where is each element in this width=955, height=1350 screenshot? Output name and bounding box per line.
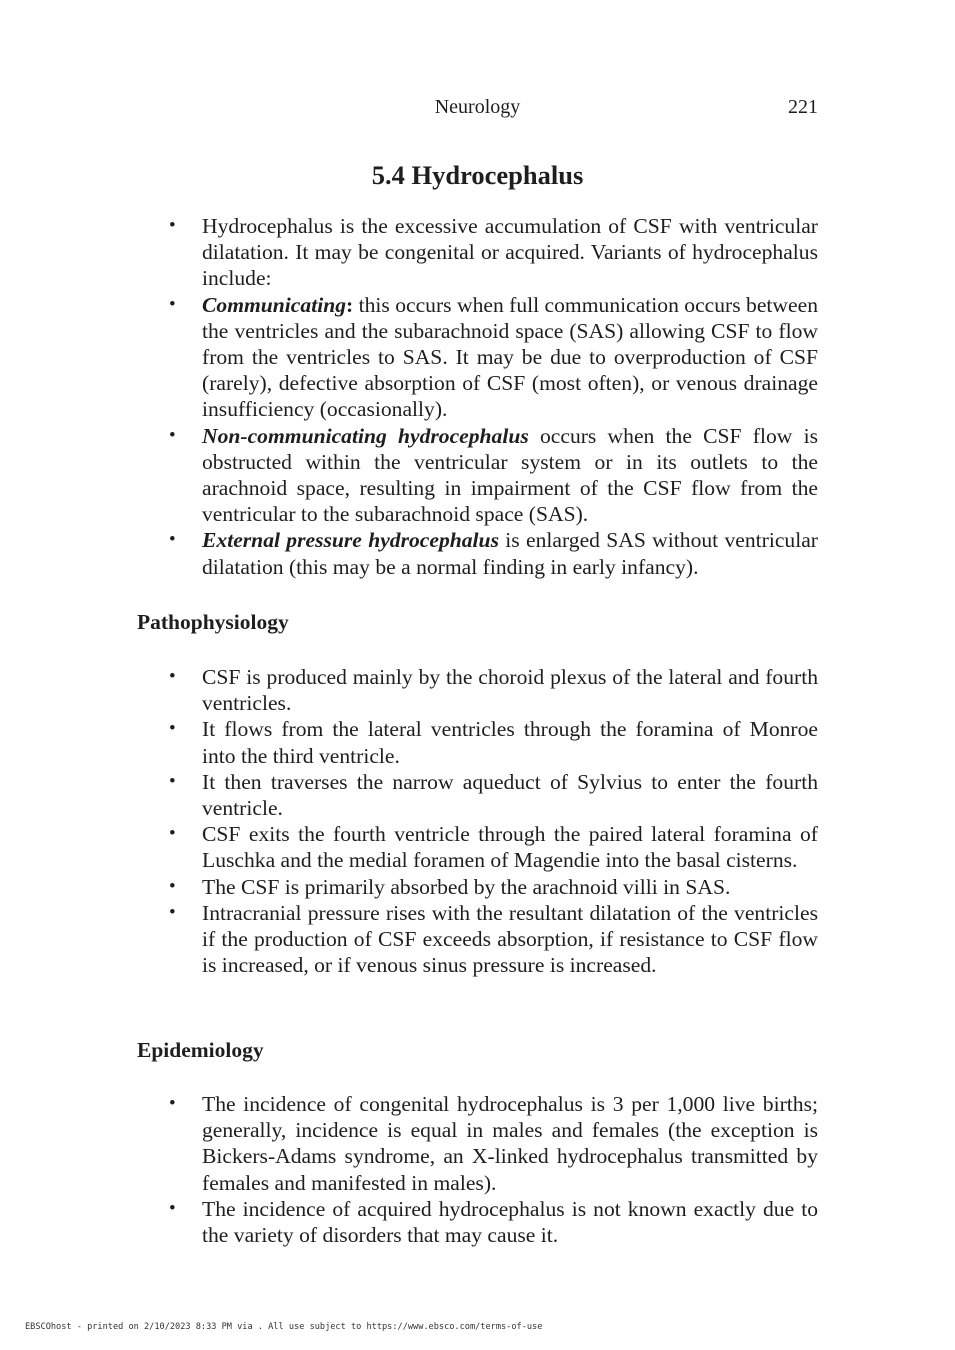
pathophysiology-heading: Pathophysiology	[137, 610, 289, 634]
term-communicating: Communicating	[202, 292, 346, 317]
running-header	[0, 96, 955, 122]
intro-list	[137, 213, 818, 580]
bullet-icon: •	[169, 875, 176, 897]
epidemiology-heading: Epidemiology	[137, 1038, 264, 1062]
bullet-icon: •	[169, 293, 176, 315]
list-item-text: The incidence of congenital hydrocephalus is 3 per 1,000 live births; generally, incidence is equal in males and females (the exception is Bickers-Adams syndrome, an X-linked hydrocephalus transmitted by females and manifested in males).	[202, 1092, 818, 1195]
list-item-text: Intracranial pressure rises with the resultant dilatation of the ventricles if the production of CSF exceeds absorption, if resistance to CSF flow is increased, or if venous sinus pressure is increased.	[202, 900, 818, 978]
list-item-text: The incidence of acquired hydrocephalus is not known exactly due to the variety of disorders that may cause it.	[202, 1196, 818, 1248]
section-title: 5.4 Hydrocephalus	[371, 160, 584, 190]
list-item	[137, 716, 818, 768]
list-item	[137, 1091, 818, 1196]
running-title: Neurology	[434, 96, 521, 118]
list-item-text: is enlarged SAS without ventricular dilatation (this may be a normal finding in early infancy).	[202, 528, 818, 579]
bullet-icon: •	[169, 718, 176, 740]
bullet-icon: •	[169, 1197, 176, 1219]
list-item-text: Hydrocephalus is the excessive accumulation of CSF with ventricular dilatation. It may be congenital or acquired. Variants of hydrocephalus include:	[202, 214, 818, 291]
list-item	[137, 527, 818, 579]
bullet-icon: •	[169, 424, 176, 446]
list-item-text: It flows from the lateral ventricles through the foramina of Monroe into the third ventricle.	[202, 717, 818, 768]
list-item-text: CSF is produced mainly by the choroid plexus of the lateral and fourth ventricles.	[202, 665, 818, 716]
list-item-text: occurs when the CSF flow is obstructed within the ventricular system or in its outlets to the arachnoid space, resulting in impairment of the CSF flow from the ventricular to the subarachnoid space (SAS).	[202, 423, 818, 527]
list-item	[137, 423, 818, 528]
term-external-pressure: External pressure hydrocephalus	[202, 528, 499, 553]
bullet-icon: •	[169, 823, 176, 845]
print-footer: EBSCOhost - printed on 2/10/2023 8:33 PM via . All use subject to https://www.ebsco.com/terms-of-use	[25, 1322, 543, 1332]
list-item-text: The CSF is primarily absorbed by the arachnoid villi in SAS.	[202, 874, 731, 899]
bullet-icon: •	[169, 901, 176, 923]
list-item-text: It then traverses the narrow aqueduct of Sylvius to enter the fourth ventricle.	[202, 769, 818, 821]
list-item-text: this occurs when full communication occurs between the ventricles and the subarachnoid space (SAS) allowing CSF to flow from the ventricles to SAS. It may be due to overproduction of CSF (rarely), defective absorption of CSF (most often), or venous drainage insufficiency (occasionally).	[202, 292, 818, 422]
list-item	[137, 900, 818, 979]
page-number: 221	[788, 96, 818, 118]
bullet-icon: •	[169, 529, 176, 551]
term-separator: :	[346, 292, 354, 317]
pathophysiology-list	[137, 664, 818, 978]
intro-list-block	[137, 213, 818, 580]
list-item	[137, 292, 818, 423]
term-non-communicating: Non-communicating hydrocephalus	[202, 423, 529, 448]
list-item	[137, 874, 818, 900]
list-item	[137, 213, 818, 292]
list-item	[137, 821, 818, 873]
bullet-icon: •	[169, 666, 176, 687]
bullet-icon: •	[169, 770, 176, 792]
list-item-text: CSF exits the fourth ventricle through the paired lateral foramina of Luschka and the medial foramen of Magendie into the basal cisterns.	[202, 822, 818, 873]
epidemiology-block	[137, 1091, 818, 1248]
list-item	[137, 1196, 818, 1248]
epidemiology-list	[137, 1091, 818, 1248]
bullet-icon: •	[169, 215, 176, 236]
list-item	[137, 769, 818, 821]
pathophysiology-block	[137, 664, 818, 978]
list-item	[137, 664, 818, 716]
bullet-icon: •	[169, 1093, 176, 1114]
